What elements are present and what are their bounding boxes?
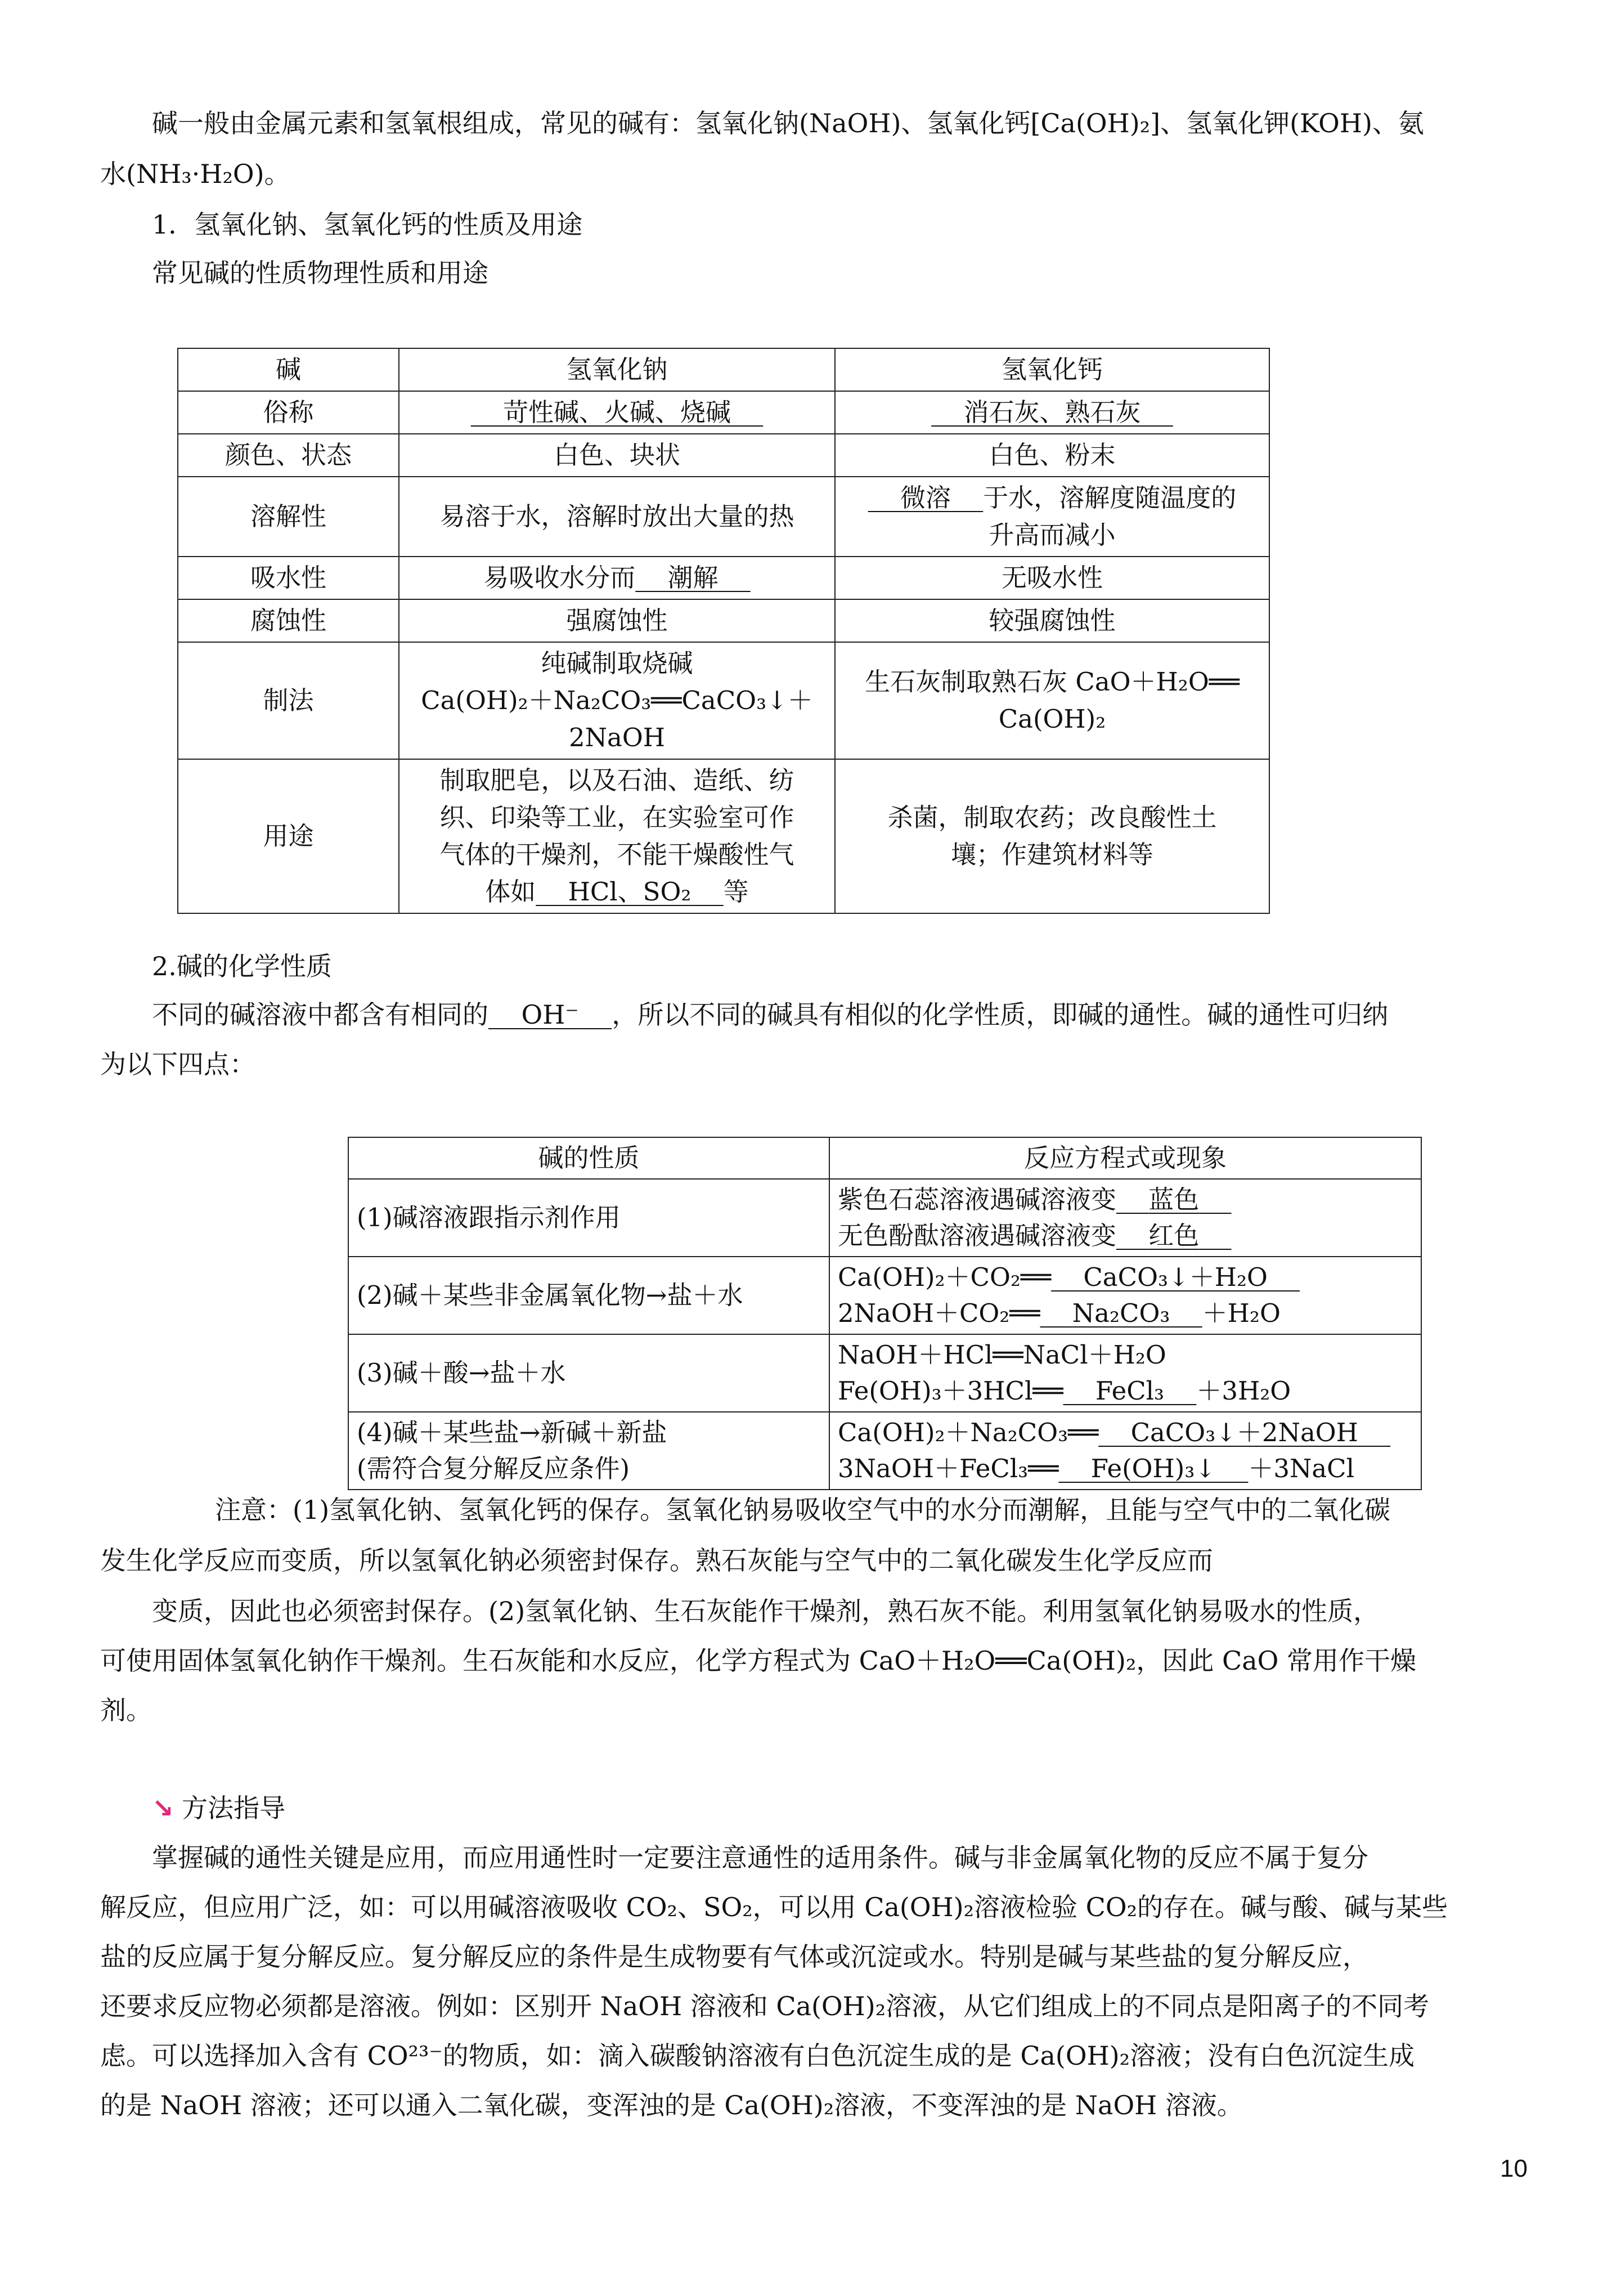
equation-cell: Ca(OH)₂＋Na₂CO₃══ CaCO₃↓＋2NaOH 3NaOH＋FeCl₃══ Fe(OH)₃↓ ＋3NaCl	[829, 1412, 1421, 1490]
cell: 杀菌，制取农药；改良酸性土 壤；作建筑材料等	[835, 759, 1269, 913]
answer-blank: 潮解	[667, 563, 719, 593]
header-cell: 氢氧化钙	[835, 348, 1269, 391]
table-row	[178, 599, 1269, 642]
table-row	[348, 1179, 1421, 1257]
cell: 微溶 于水，溶解度随温度的 升高而减小	[835, 477, 1269, 557]
equation-cell: 紫色石蕊溶液遇碱溶液变 蓝色 无色酚酞溶液遇碱溶液变 红色	[829, 1179, 1421, 1257]
table-row	[348, 1137, 1421, 1179]
table-row	[178, 642, 1269, 759]
answer-blank: 红色	[1148, 1221, 1200, 1250]
method-line-5: 虑。可以选择加入含有 CO²³⁻的物质，如：滴入碳酸钠溶液有白色沉淀生成的是 Ca(OH)₂溶液；没有白色沉淀生成	[100, 2041, 1415, 2071]
cell: 强腐蚀性	[399, 599, 835, 642]
answer-blank: Fe(OH)₃↓	[1090, 1454, 1216, 1483]
table-row	[178, 557, 1269, 599]
section2-paragraph-line-2: 为以下四点：	[100, 1049, 255, 1079]
cell	[835, 391, 1269, 434]
header-cell: 反应方程式或现象	[829, 1137, 1421, 1179]
answer-blank: CaCO₃↓＋2NaOH	[1130, 1418, 1358, 1447]
cell	[399, 391, 835, 434]
property-cell: (1)碱溶液跟指示剂作用	[348, 1179, 829, 1257]
answer-blank: Na₂CO₃	[1072, 1298, 1170, 1328]
section1-title: 1．氢氧化钠、氢氧化钙的性质及用途	[152, 209, 583, 240]
method-line-2: 解反应，但应用广泛，如：可以用碱溶液吸收 CO₂、SO₂，可以用 Ca(OH)₂溶液检验 CO₂的存在。碱与酸、碱与某些	[100, 1892, 1448, 1922]
header-cell: 碱的性质	[348, 1137, 829, 1179]
section2-paragraph: 不同的碱溶液中都含有相同的 OH⁻ ，所以不同的碱具有相似的化学性质，即碱的通性。碱的通性可归纳	[152, 999, 1389, 1030]
cell: 白色、粉末	[835, 434, 1269, 477]
cell: 易吸收水分而 潮解	[399, 557, 835, 599]
property-cell: (2)碱＋某些非金属氧化物→盐＋水	[348, 1257, 829, 1334]
answer-blank: 消石灰、熟石灰	[963, 397, 1141, 427]
method-line-3: 盐的反应属于复分解反应。复分解反应的条件是生成物要有气体或沉淀或水。特别是碱与某些盐的复分解反应，	[100, 1941, 1368, 1972]
table-row	[178, 477, 1269, 557]
row-label: 吸水性	[178, 557, 399, 599]
method-line-4: 还要求反应物必须都是溶液。例如：区别开 NaOH 溶液和 Ca(OH)₂溶液，从它们组成上的不同点是阳离子的不同考	[100, 1991, 1430, 2021]
row-label: 溶解性	[178, 477, 399, 557]
cell: 较强腐蚀性	[835, 599, 1269, 642]
section2-title: 2.碱的化学性质	[152, 951, 332, 981]
row-label: 颜色、状态	[178, 434, 399, 477]
equation-cell: NaOH＋HCl══NaCl＋H₂O Fe(OH)₃＋3HCl══ FeCl₃ ＋3H₂O	[829, 1334, 1421, 1412]
header-cell: 氢氧化钠	[399, 348, 835, 391]
page-number: 10	[1500, 2155, 1528, 2182]
row-label: 制法	[178, 642, 399, 759]
table-row	[348, 1412, 1421, 1490]
intro-line-1: 碱一般由金属元素和氢氧根组成，常见的碱有：氢氧化钠(NaOH)、氢氧化钙[Ca(OH)₂]、氢氧化钾(KOH)、氨	[152, 108, 1424, 138]
cell: 易溶于水，溶解时放出大量的热	[399, 477, 835, 557]
table-row	[178, 348, 1269, 391]
row-label: 腐蚀性	[178, 599, 399, 642]
table-row	[348, 1334, 1421, 1412]
answer-blank: FeCl₃	[1095, 1376, 1165, 1406]
cell: 白色、块状	[399, 434, 835, 477]
row-label: 俗称	[178, 391, 399, 434]
method-heading	[152, 1795, 285, 1821]
answer-blank: 微溶	[900, 483, 951, 513]
header-cell: 碱	[178, 348, 399, 391]
table-chemical-properties	[348, 1137, 1422, 1490]
arrow-down-right-icon: ↘	[152, 1793, 174, 1823]
note-line-5: 剂。	[100, 1695, 152, 1725]
cell: 制取肥皂，以及石油、造纸、纺 织、印染等工业，在实验室可作 气体的干燥剂，不能干燥酸性气 体如 HCl、SO₂ 等	[399, 759, 835, 913]
method-title: 方法指导	[182, 1793, 286, 1823]
property-cell: (4)碱＋某些盐→新碱＋新盐 (需符合复分解反应条件)	[348, 1412, 829, 1490]
cell: 无吸水性	[835, 557, 1269, 599]
note-line-4: 可使用固体氢氧化钠作干燥剂。生石灰能和水反应，化学方程式为 CaO＋H₂O══Ca(OH)₂，因此 CaO 常用作干燥	[100, 1645, 1416, 1676]
note-line-3: 变质，因此也必须密封保存。(2)氢氧化钠、生石灰能作干燥剂，熟石灰不能。利用氢氧化钠易吸水的性质，	[152, 1596, 1380, 1626]
answer-blank: OH⁻	[521, 999, 579, 1030]
note-line-1: 注意：(1)氢氧化钠、氢氧化钙的保存。氢氧化钠易吸收空气中的水分而潮解，且能与空气中的二氧化碳	[215, 1495, 1391, 1525]
cell: 纯碱制取烧碱 Ca(OH)₂＋Na₂CO₃══CaCO₃↓＋ 2NaOH	[399, 642, 835, 759]
answer-blank: HCl、SO₂	[568, 877, 691, 907]
method-line-6: 的是 NaOH 溶液；还可以通入二氧化碳，变浑浊的是 Ca(OH)₂溶液，不变浑浊的是 NaOH 溶液。	[100, 2090, 1243, 2120]
answer-blank: CaCO₃↓＋H₂O	[1083, 1262, 1268, 1292]
table-row	[178, 434, 1269, 477]
property-cell: (3)碱＋酸→盐＋水	[348, 1334, 829, 1412]
cell: 生石灰制取熟石灰 CaO＋H₂O══ Ca(OH)₂	[835, 642, 1269, 759]
row-label: 用途	[178, 759, 399, 913]
table-physical-properties	[177, 348, 1270, 914]
note-line-2: 发生化学反应而变质，所以氢氧化钠必须密封保存。熟石灰能与空气中的二氧化碳发生化学反应而	[100, 1545, 1213, 1576]
table-row	[178, 759, 1269, 913]
answer-blank: 苛性碱、火碱、烧碱	[502, 397, 731, 427]
table-row	[348, 1257, 1421, 1334]
equation-cell: Ca(OH)₂＋CO₂══ CaCO₃↓＋H₂O 2NaOH＋CO₂══ Na₂CO₃ ＋H₂O	[829, 1257, 1421, 1334]
answer-blank: 蓝色	[1148, 1185, 1200, 1214]
section1-subtitle: 常见碱的性质物理性质和用途	[152, 258, 488, 288]
table-row	[178, 391, 1269, 434]
intro-line-2: 水(NH₃·H₂O)。	[100, 159, 290, 189]
method-line-1: 掌握碱的通性关键是应用，而应用通性时一定要注意通性的适用条件。碱与非金属氧化物的反应不属于复分	[152, 1842, 1368, 1873]
